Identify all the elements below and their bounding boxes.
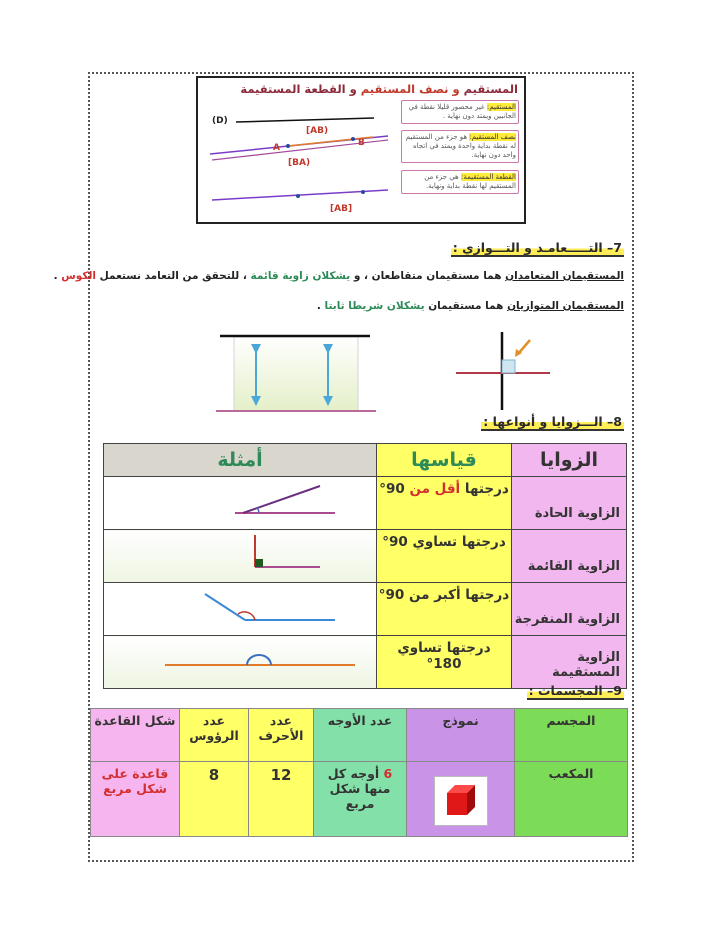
angle-name: الزاوية الحادة	[512, 477, 627, 530]
perpendicular-text: المستقيمان المتعامدان هما مستقيمان متقاطعان ، و يشكلان زاوية قائمة ، للتحقق من التعامد نستعمل الكوس .	[53, 270, 624, 282]
header-base: شكل القاعدة	[91, 709, 180, 762]
header-measure: قياسها	[377, 444, 512, 477]
header-vertices: عدد الرؤوس	[180, 709, 249, 762]
solid-name: المكعب	[515, 762, 628, 837]
header-examples: أمثلة	[104, 444, 377, 477]
perpendicular-lines-figure	[452, 330, 552, 412]
header-model: نموذج	[407, 709, 515, 762]
cube-icon	[434, 776, 488, 826]
solids-table	[90, 708, 628, 837]
section-8-heading: 8– الـــزوايا و أنواعها :	[483, 414, 622, 429]
angle-measure: درجتها تساوي 90°	[377, 530, 512, 583]
lines-figure	[196, 76, 526, 224]
section-7-heading: 7– التـــــعامـد و التـــوازي :	[452, 240, 622, 255]
header-solid: المجسم	[515, 709, 628, 762]
angle-name: الزاوية المنفرجة	[512, 583, 627, 636]
header-angles: الزوايا	[512, 444, 627, 477]
parallel-lines-figure	[210, 325, 380, 420]
label-point-a: A	[273, 143, 280, 153]
acute-angle-example	[104, 477, 377, 530]
angles-table	[103, 443, 627, 689]
label-segment-ab: [AB]	[330, 204, 353, 214]
angle-measure: درجتها أقل من 90°	[377, 477, 512, 530]
obtuse-angle-example	[104, 583, 377, 636]
label-d: (D)	[212, 116, 228, 126]
angle-name: الزاوية القائمة	[512, 530, 627, 583]
angle-measure: درجتها أكبر من 90°	[377, 583, 512, 636]
solid-edges: 12	[249, 762, 314, 837]
section-9-heading: 9– المجسمات :	[528, 683, 622, 698]
solid-vertices: 8	[180, 762, 249, 837]
angle-measure: درجتها تساوي 180°	[377, 636, 512, 689]
label-point-b: B	[358, 138, 365, 148]
header-faces: عدد الأوجه	[314, 709, 407, 762]
parallel-text: المستقيمان المتوازيان هما مستقيمان يشكلان شريطا ثابتا .	[316, 300, 624, 312]
note-line: المستقيم: غير محصور قليلا نقطة في الجانبين ويمتد دون نهاية .	[401, 100, 519, 124]
note-segment: القطعة المستقيمة: هي جزء من المستقيم لها نقطة بداية ونهاية.	[401, 170, 519, 194]
figure-title: المستقيم و نصف المستقيم و القطعة المستقيمة	[240, 82, 518, 96]
angle-name: الزاوية المستقيمة	[512, 636, 627, 689]
solid-faces: 6 أوجه كل منها شكل مربع	[314, 762, 407, 837]
solid-model	[407, 762, 515, 837]
right-angle-example	[104, 530, 377, 583]
header-edges: عدد الأحرف	[249, 709, 314, 762]
note-ray: نصف المستقيم: هو جزء من المستقيم له نقطة بداية واحدة ويمتد في اتجاه واحد دون نهاية.	[401, 130, 519, 163]
label-ray-ba: [BA)	[288, 158, 311, 168]
solid-base: قاعدة على شكل مربع	[91, 762, 180, 837]
straight-angle-example	[104, 636, 377, 689]
label-ray-ab: [AB)	[306, 126, 329, 136]
